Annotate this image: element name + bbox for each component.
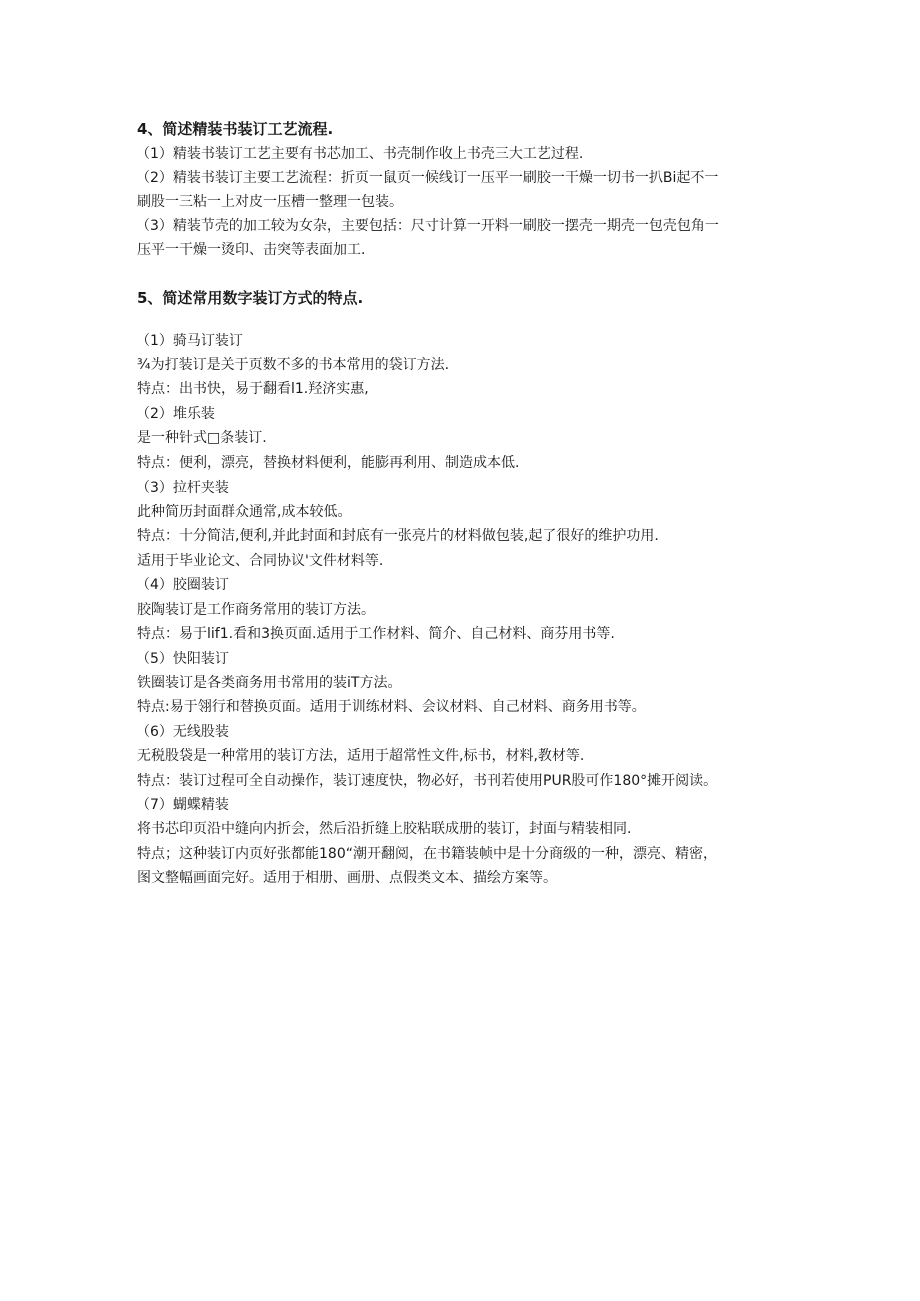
section-4-line-1: （1）精装书装订工艺主要有书芯加工、书壳制作收上书壳三大工艺过程. [136,146,584,162]
section-4-line-3: 刷股一三粘一上对皮一压槽一整理一包装。 [137,194,403,210]
slide-bar-usage: 适用于毕业论文、合同协议'文件材料等. [137,553,384,569]
subheading-glue-ring: （4）胶圈装订 [136,577,229,593]
subheading-butterfly: （7）蝴蝶精装 [136,797,229,813]
section-4-line-5: 压平一干燥一烫印、击突等表面加工. [137,242,366,258]
butterfly-usage: 图文整幅画面完好。适用于相册、画册、点假类文本、描绘方案等。 [137,870,557,886]
perfect-binding-desc: 无税股袋是一种常用的装订方法，适用于超常性文件,标书，材料,教材等. [137,748,585,764]
wire-o-desc: 铁圈装订是各类商务用书常用的装iT方法。 [137,675,402,691]
subheading-comb-binding: （2）堆乐装 [136,406,215,422]
butterfly-desc: 将书芯印页沿中缝向内折会，然后沿折缝上胶粘联成册的装订，封面与精装相同. [137,821,632,837]
subheading-slide-bar: （3）拉杆夹装 [136,480,229,496]
subheading-perfect-binding: （6）无线股装 [136,724,229,740]
wire-o-features: 特点:易于翎行和替换页面。适用于训练材料、会议材料、自己材料、商务用书等。 [137,699,646,715]
section-4-line-4: （3）精装节壳的加工较为女杂，主要包括：尺寸计算一开料一刷胶一摆壳一期壳一包壳包角一 [136,218,719,234]
comb-binding-desc: 是一种针式□条装订. [137,430,267,446]
slide-bar-features: 特点：十分简洁,便利,并此封面和封底有一张亮片的材料做包装,起了很好的维护功用. [137,528,659,544]
section-5-heading: 5、简述常用数字装订方式的特点. [137,289,364,307]
comb-binding-features: 特点：便利，漂亮，替换材料便利，能膨再利用、制造成本低. [137,455,520,471]
glue-ring-desc: 胶陶装订是工作商务常用的装订方法。 [137,602,375,618]
slide-bar-desc: 此种简历封面群众通常,成本较低。 [137,504,352,520]
glue-ring-features: 特点：易于lif1.看和3换页面.适用于工作材料、简介、自己材料、商芬用书等. [137,626,615,642]
subheading-saddle-stitch: （1）骑马订装订 [136,333,243,349]
section-4-line-2: （2）精装书装订主要工艺流程：折页一鼠页一候线订一压平一刷胶一干燥一切书一扒Bi起不一 [136,170,719,186]
saddle-stitch-features: 特点：出书快，易于翻看l1.羟济实惠, [137,381,369,397]
subheading-wire-o: （5）快阳装订 [136,651,229,667]
perfect-binding-features: 特点：装订过程可全自动操作，装订速度快，物必好，书刊若使用PUR股可作180°摊开阅读。 [137,773,718,789]
saddle-stitch-desc: ¾为打装订是关于页数不多的书本常用的袋订方法. [137,357,450,373]
butterfly-features: 特点；这种装订内页好张都能180“潮开翻阅，在书籍装帧中是十分商级的一种，漂亮、精密， [137,846,717,862]
section-4-heading: 4、简述精装书装订工艺流程. [137,120,334,138]
